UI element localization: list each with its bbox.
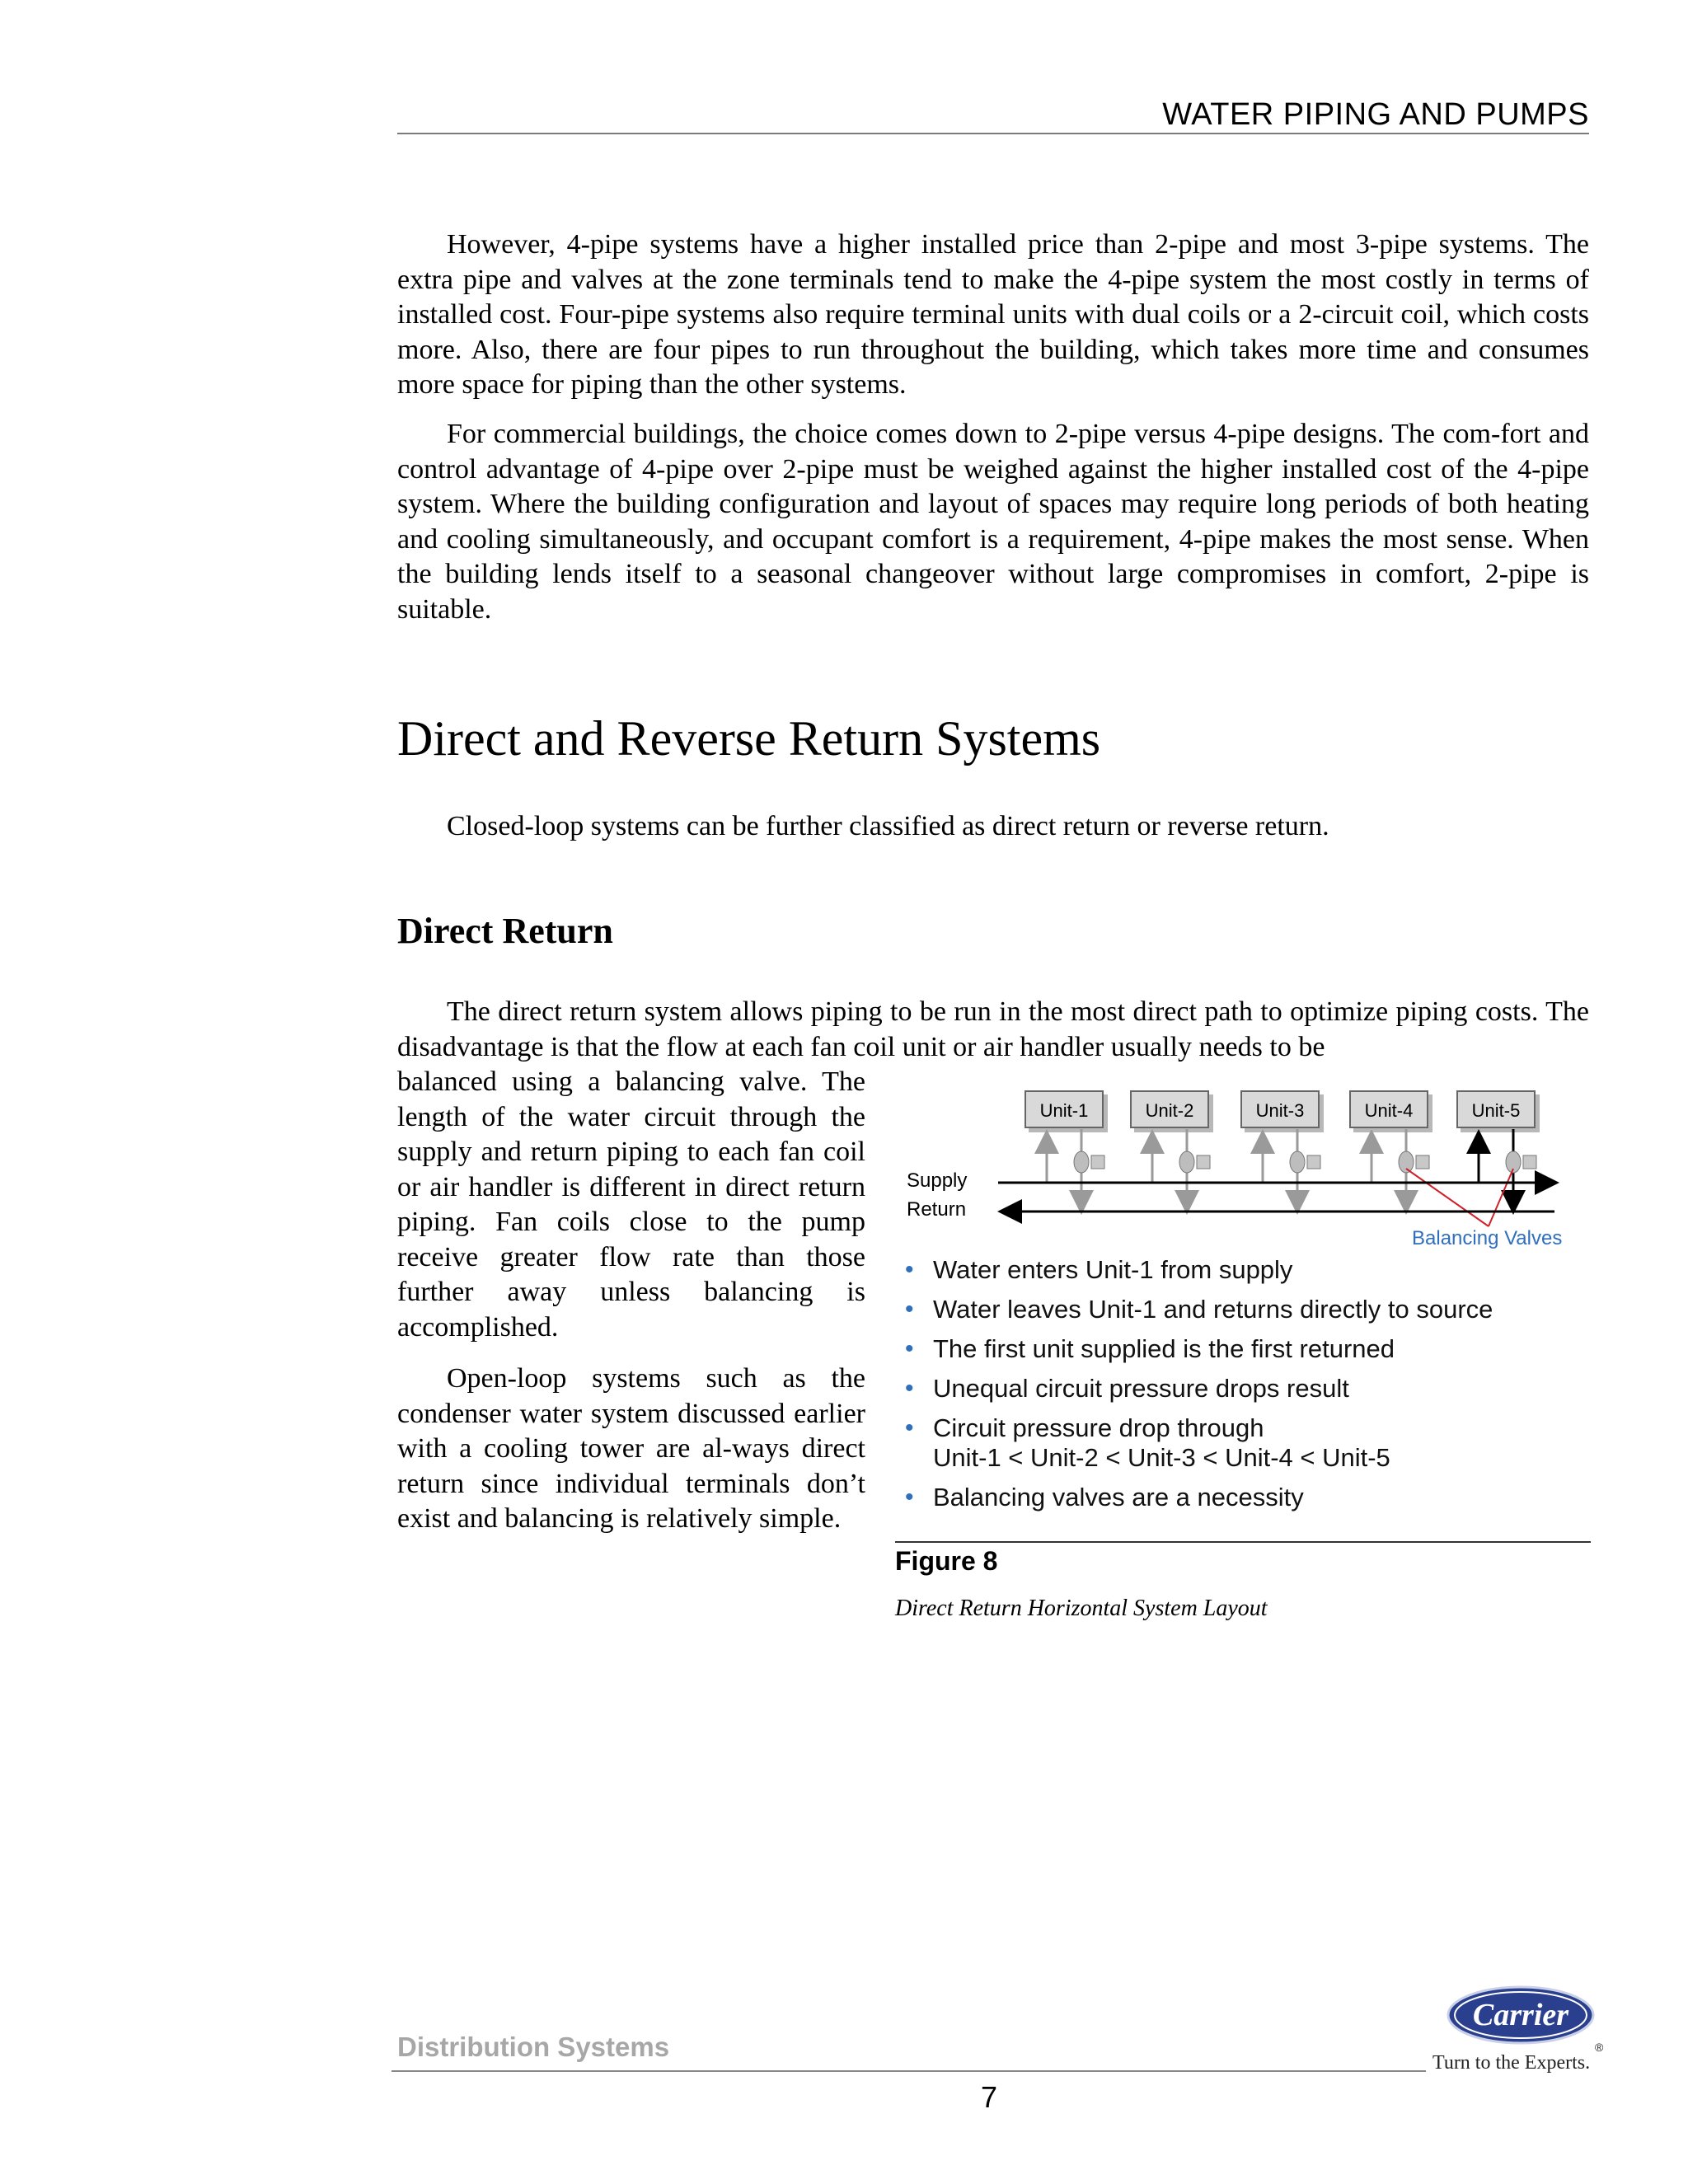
bullet-item: • Water enters Unit-1 from supply <box>905 1255 1293 1284</box>
valve-actuator <box>1307 1155 1320 1169</box>
paragraph-commercial-buildings: For commercial buildings, the choice comes down to 2-pipe versus 4-pipe designs. The com-fort and control advantage of 4-pipe over 2-pipe must be weighed against the higher installed cost of the 4-pipe system. Where the building configuration and layout of spaces may require long periods of both heating and cooling simultaneously, and occupant comfort is a requirement, 4-pipe makes the most sense. When the building lends itself to a seasonal changeover without large compromises in comfort, 2-pipe is suitable. <box>397 419 1589 625</box>
registered-mark: ® <box>1595 2041 1604 2054</box>
unit-3 <box>1241 1091 1324 1210</box>
direct-return-diagram <box>895 1086 1591 1251</box>
valve-leader-line <box>1489 1169 1513 1226</box>
bullet-item: • Unequal circuit pressure drops result <box>905 1374 1349 1403</box>
valve-leader-line <box>1406 1169 1489 1226</box>
balancing-valve <box>1290 1151 1305 1173</box>
balancing-valve <box>1074 1151 1089 1173</box>
unit-1 <box>1025 1091 1108 1210</box>
figure-bullets <box>902 1255 1586 1522</box>
supply-label: Supply <box>907 1169 968 1192</box>
bullet-item: • The first unit supplied is the first returned <box>905 1334 1395 1363</box>
return-label: Return <box>907 1198 967 1221</box>
valve-actuator <box>1091 1155 1104 1169</box>
paragraph-direct-return-intro: The direct return system allows piping to be run in the most direct path to optimize piping costs. The disadvantage is that the flow at each fan coil unit or air handler usually needs to be <box>397 996 1589 1062</box>
running-header: WATER PIPING AND PUMPS <box>1162 97 1589 132</box>
balancing-valves-label: Balancing Valves <box>1412 1227 1563 1249</box>
paragraph-direct-return-balancing: balanced using a balancing valve. The length of the water circuit through the supply and return piping to each fan coil or air handler is different in direct return piping. Fan coils close to the pump receive greater flow rate than those further away unless balancing is accomplished. <box>397 1066 865 1343</box>
paragraph-open-loop: Open-loop systems such as the condenser water system discussed earlier with a cooling tower are al-ways direct return since individual terminals don’t exist and balancing is relatively simple. <box>397 1363 865 1534</box>
unit-label: Unit-1 <box>1039 1100 1089 1121</box>
valve-actuator <box>1416 1155 1429 1169</box>
logo-text: Carrier <box>1472 1998 1569 2032</box>
section-heading: Direct and Reverse Return Systems <box>397 711 1101 766</box>
bullet-item: • Balancing valves are a necessity <box>905 1483 1304 1511</box>
valve-actuator <box>1197 1155 1210 1169</box>
balancing-valve <box>1179 1151 1194 1173</box>
unit-5 <box>1457 1091 1540 1210</box>
header-rule <box>397 133 1589 134</box>
page-number: 7 <box>980 2080 998 2114</box>
unit-2 <box>1131 1091 1213 1210</box>
figure-direct-return <box>895 1086 1591 1663</box>
paragraph-closed-loop: Closed-loop systems can be further classified as direct return or reverse return. <box>447 811 1329 841</box>
footer-section-title: Distribution Systems <box>397 2032 670 2062</box>
bullet-item: • Water leaves Unit-1 and returns directly to source <box>905 1295 1493 1324</box>
unit-label: Unit-3 <box>1255 1100 1305 1121</box>
valve-actuator <box>1523 1155 1536 1169</box>
unit-label: Unit-5 <box>1471 1100 1521 1121</box>
unit-label: Unit-2 <box>1145 1100 1194 1121</box>
unit-4 <box>1350 1091 1432 1210</box>
unit-label: Unit-4 <box>1364 1100 1414 1121</box>
figure-label: Figure 8 <box>895 1546 998 1576</box>
subsection-heading: Direct Return <box>397 911 613 951</box>
bullet-item: • Circuit pressure drop through Unit-1 < Unit-2 < Unit-3 < Unit-4 < Unit-5 <box>905 1413 1390 1472</box>
tagline: Turn to the Experts. <box>1432 2052 1591 2074</box>
figure-rule <box>895 1541 1591 1543</box>
figure-caption: Direct Return Horizontal System Layout <box>895 1596 1268 1621</box>
paragraph-4pipe-cost: However, 4-pipe systems have a higher installed price than 2-pipe and most 3-pipe systems. The extra pipe and valves at the zone terminals tend to make the 4-pipe system the most costly in terms of installed cost. Four-pipe systems also require terminal units with dual coils or a 2-circuit coil, which costs more. Also, there are four pipes to run throughout the building, which takes more time and consumes more space for piping than the other systems. <box>397 229 1589 400</box>
footer-rule <box>392 2070 1426 2072</box>
